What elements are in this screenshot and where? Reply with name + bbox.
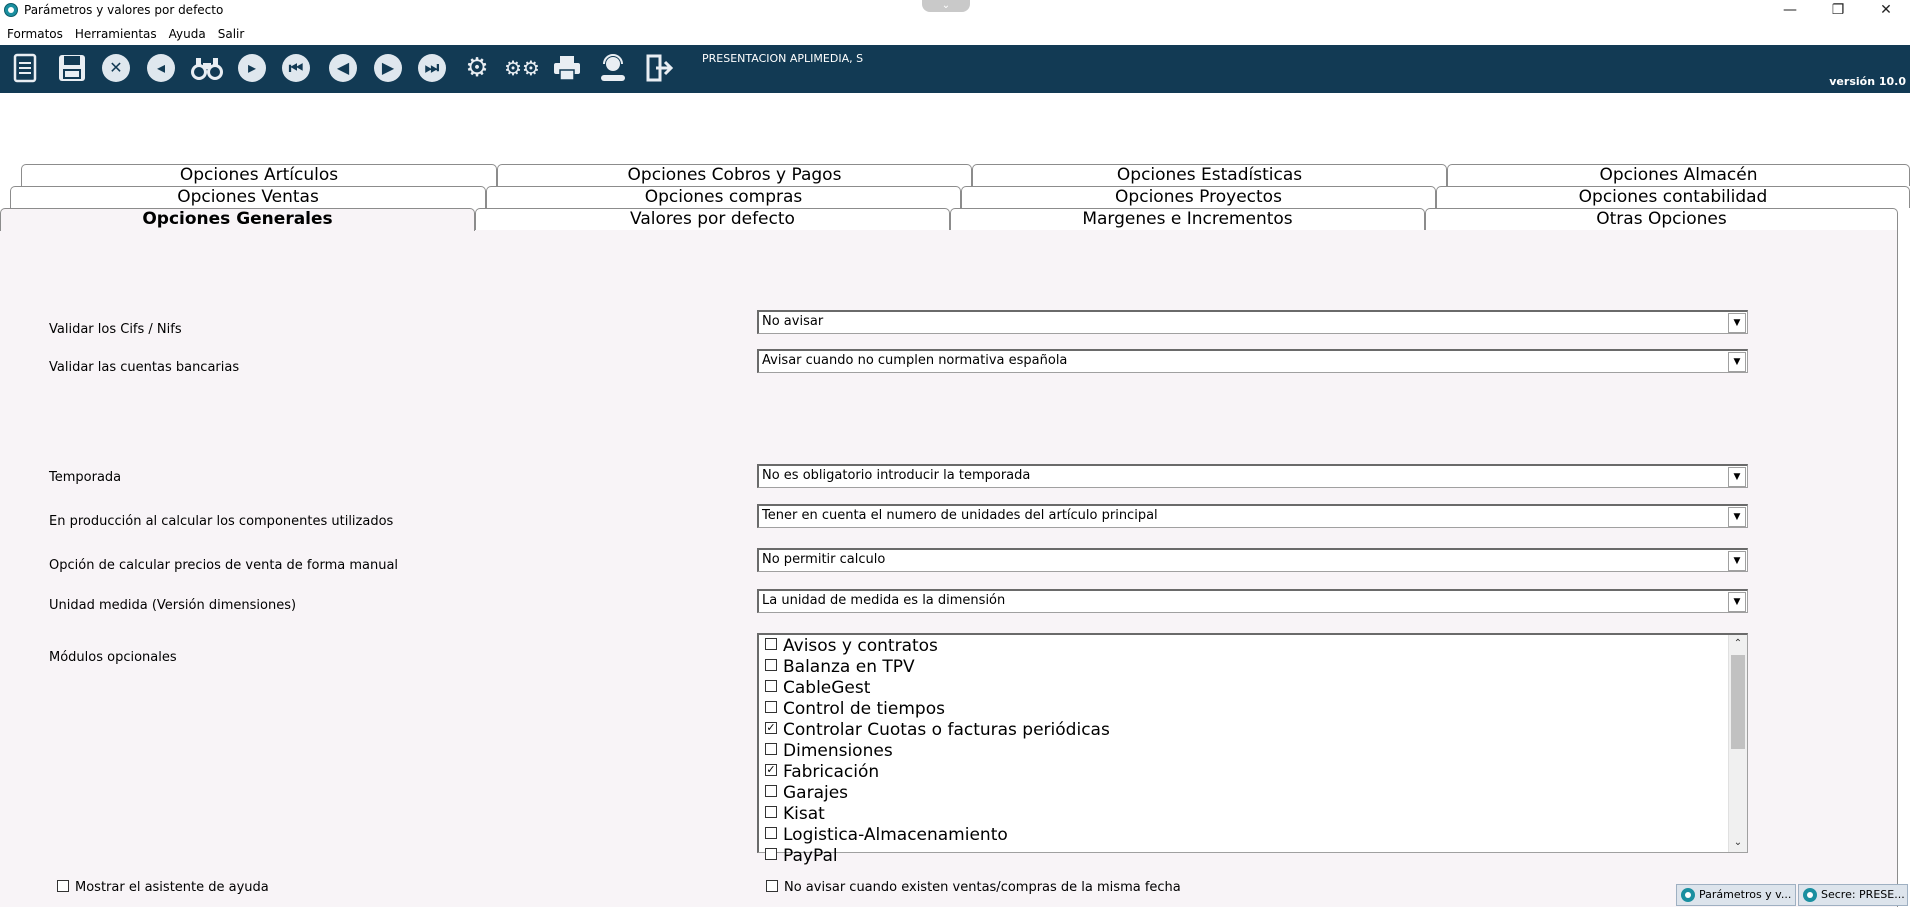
no-avisar-ventas-checkbox[interactable]: No avisar cuando existen ventas/compras de la misma fecha	[766, 880, 1181, 895]
chevron-down-icon[interactable]: ▼	[1728, 313, 1746, 333]
chevron-down-icon[interactable]: ▼	[1728, 467, 1746, 487]
scrollbar-thumb[interactable]	[1731, 655, 1745, 749]
next-record-icon[interactable]: ▶	[372, 52, 404, 84]
app-logo-icon	[1803, 888, 1817, 902]
toolbar	[0, 45, 1910, 93]
menu-formatos[interactable]: Formatos	[7, 27, 63, 41]
search-previous-icon[interactable]: ◂	[145, 52, 177, 84]
chevron-down-icon[interactable]: ▼	[1728, 592, 1746, 612]
chevron-up-icon[interactable]: ⌃	[1733, 638, 1743, 649]
produccion-label: En producción al calcular los componentes utilizados	[49, 514, 394, 529]
menu-bar	[0, 24, 249, 44]
advanced-settings-icon[interactable]: ⚙⚙	[504, 56, 540, 80]
temporada-value: No es obligatorio introducir la temporada	[762, 468, 1031, 483]
tab-opciones-ventas[interactable]: Opciones Ventas	[10, 186, 486, 208]
checkbox[interactable]	[765, 743, 777, 755]
binoculars-icon[interactable]	[191, 52, 223, 84]
checkbox[interactable]: ✓	[766, 721, 776, 734]
tab-opciones-generales[interactable]: Opciones Generales	[0, 208, 475, 231]
tab-opciones-cobros-pagos[interactable]: Opciones Cobros y Pagos	[497, 164, 972, 186]
tab-opciones-proyectos[interactable]: Opciones Proyectos	[961, 186, 1436, 208]
list-item[interactable]: Control de tiempos	[765, 699, 945, 720]
tab-opciones-articulos[interactable]: Opciones Artículos	[21, 164, 497, 186]
list-item[interactable]: PayPal	[765, 846, 838, 867]
menu-salir[interactable]: Salir	[217, 27, 245, 41]
company-name: PRESENTACION APLIMEDIA, S	[702, 52, 864, 65]
menu-herramientas[interactable]: Herramientas	[74, 27, 157, 41]
checkbox[interactable]	[765, 785, 777, 797]
unidad-medida-label: Unidad medida (Versión dimensiones)	[49, 598, 297, 613]
settings-icon[interactable]: ⚙	[465, 53, 489, 83]
checkbox[interactable]: ✓	[766, 763, 776, 776]
print-icon[interactable]	[551, 52, 583, 84]
list-item[interactable]: Kisat	[765, 804, 825, 825]
previous-record-icon[interactable]: ◀	[327, 52, 359, 84]
precios-manual-value: No permitir calculo	[762, 552, 886, 567]
validar-cuentas-label: Validar las cuentas bancarias	[49, 360, 240, 375]
tab-otras-opciones[interactable]: Otras Opciones	[1425, 208, 1898, 230]
checkbox[interactable]	[766, 880, 778, 892]
app-logo-icon	[1681, 888, 1695, 902]
validar-cifs-label: Validar los Cifs / Nifs	[49, 322, 182, 337]
chevron-down-icon[interactable]: ▼	[1728, 551, 1746, 571]
checkbox[interactable]	[765, 680, 777, 692]
list-item[interactable]: Logistica-Almacenamiento	[765, 825, 1008, 846]
vertical-scrollbar[interactable]	[1728, 635, 1747, 852]
minimize-button[interactable]: —	[1783, 2, 1797, 18]
checkbox[interactable]	[765, 701, 777, 713]
search-next-icon[interactable]: ▸	[236, 52, 268, 84]
tab-valores-por-defecto[interactable]: Valores por defecto	[475, 208, 950, 230]
validar-cifs-select[interactable]	[757, 310, 1748, 334]
modulos-label: Módulos opcionales	[49, 650, 177, 665]
tab-opciones-contabilidad[interactable]: Opciones contabilidad	[1436, 186, 1910, 208]
list-item[interactable]: Dimensiones	[765, 741, 893, 762]
taskbar-item-parametros[interactable]: Parámetros y v...	[1676, 884, 1796, 906]
exit-icon[interactable]	[643, 52, 675, 84]
produccion-select[interactable]	[757, 504, 1748, 528]
save-icon[interactable]	[56, 52, 88, 84]
list-item[interactable]: ✓ Controlar Cuotas o facturas periódicas	[766, 720, 1110, 740]
cancel-icon[interactable]: ✕	[100, 52, 132, 84]
mostrar-asistente-checkbox[interactable]: Mostrar el asistente de ayuda	[57, 880, 269, 895]
checkbox[interactable]	[765, 806, 777, 818]
tab-opciones-estadisticas[interactable]: Opciones Estadísticas	[972, 164, 1447, 186]
checkbox[interactable]	[765, 827, 777, 839]
list-item[interactable]: Garajes	[765, 783, 848, 804]
tab-opciones-compras[interactable]: Opciones compras	[486, 186, 961, 208]
list-item[interactable]: Avisos y contratos	[765, 636, 938, 657]
first-record-icon[interactable]: ⏮	[280, 52, 312, 84]
title-bar	[0, 0, 1910, 22]
list-item[interactable]: ✓ Fabricación	[766, 762, 880, 782]
chevron-down-icon[interactable]: ▼	[1728, 352, 1746, 372]
precios-manual-select[interactable]	[757, 548, 1748, 572]
chevron-down-icon[interactable]: ⌄	[922, 0, 970, 12]
document-icon[interactable]	[9, 52, 41, 84]
tab-opciones-almacen[interactable]: Opciones Almacén	[1447, 164, 1910, 186]
unidad-medida-value: La unidad de medida es la dimensión	[762, 593, 1006, 608]
validar-cuentas-value: Avisar cuando no cumplen normativa española	[762, 353, 1068, 368]
precios-manual-label: Opción de calcular precios de venta de forma manual	[49, 558, 399, 573]
menu-ayuda[interactable]: Ayuda	[168, 27, 206, 41]
last-record-icon[interactable]: ⏭	[416, 52, 448, 84]
validar-cifs-value: No avisar	[762, 314, 824, 329]
chevron-down-icon[interactable]: ⌄	[1733, 837, 1743, 848]
close-button[interactable]: ✕	[1880, 2, 1892, 18]
temporada-label: Temporada	[49, 470, 122, 485]
list-item[interactable]: CableGest	[765, 678, 870, 699]
checkbox[interactable]	[765, 848, 777, 860]
tab-margenes-incrementos[interactable]: Margenes e Incrementos	[950, 208, 1425, 230]
temporada-select[interactable]	[757, 464, 1748, 488]
validar-cuentas-select[interactable]	[757, 349, 1748, 373]
taskbar-item-secre[interactable]: Secre: PRESE...	[1798, 884, 1908, 906]
support-agent-icon[interactable]	[597, 52, 629, 84]
checkbox[interactable]	[57, 880, 69, 892]
chevron-down-icon[interactable]: ▼	[1728, 507, 1746, 527]
checkbox[interactable]	[765, 659, 777, 671]
produccion-value: Tener en cuenta el numero de unidades del artículo principal	[762, 508, 1158, 523]
unidad-medida-select[interactable]	[757, 589, 1748, 613]
modulos-listbox[interactable]	[757, 633, 1748, 866]
version-label: versión 10.0	[1829, 75, 1906, 88]
list-item[interactable]: Balanza en TPV	[765, 657, 915, 678]
restore-button[interactable]: ❐	[1831, 2, 1845, 18]
app-logo-icon	[4, 3, 18, 17]
checkbox[interactable]	[765, 638, 777, 650]
window-title: Parámetros y valores por defecto	[24, 3, 224, 17]
